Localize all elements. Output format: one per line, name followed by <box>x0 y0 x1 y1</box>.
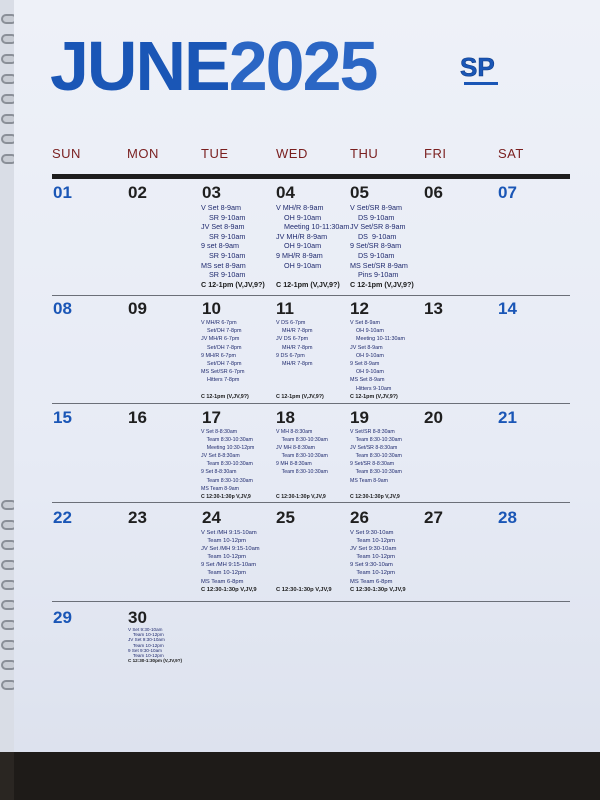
event-line: C 12:30-1:30pm (V,JV,9?) <box>128 658 183 664</box>
event-line: 9 Set 8-9am <box>350 361 380 368</box>
header-divider <box>52 174 570 179</box>
event-line: OH 9-10am <box>350 369 384 376</box>
date-cell[interactable]: 13 <box>424 299 443 318</box>
week-divider <box>52 295 570 296</box>
event-line: OH 9-10am <box>350 352 384 359</box>
date-cell[interactable]: 22 <box>53 508 72 527</box>
date-cell[interactable]: 06 <box>424 183 443 202</box>
event-line: 9 MH/R 6-7pm <box>201 352 237 359</box>
event-line <box>276 529 332 537</box>
date-cell[interactable]: 23 <box>128 508 147 527</box>
event-line: MS Set/SR 6-7pm <box>201 369 245 376</box>
event-line: C 12:30-1:30p V,JV,9 <box>350 493 400 500</box>
date-cell[interactable]: 30 <box>128 608 147 627</box>
date-cell[interactable]: 16 <box>128 408 147 427</box>
day-events <box>128 627 182 663</box>
week-divider <box>52 403 570 404</box>
event-line: Team 10-12pm <box>128 642 164 648</box>
date-cell[interactable]: 15 <box>53 408 72 427</box>
date-cell[interactable]: 09 <box>128 299 147 318</box>
event-line: OH 9-10am <box>276 260 322 270</box>
event-line: SR 9-10am <box>201 212 246 222</box>
event-line: Meeting 10-11:30am <box>276 222 350 232</box>
event-line: Set/OH 7-8pm <box>201 361 242 368</box>
event-line: V Set /MH 9:15-10am <box>201 530 257 536</box>
date-cell[interactable]: 05 <box>350 183 369 202</box>
event-line: C 12-1pm (V,JV,9?) <box>276 279 340 289</box>
logo-lettering: SP <box>460 52 495 82</box>
event-line: C 12:30-1:30p V,JV,9 <box>201 586 257 593</box>
day-events <box>276 203 349 289</box>
event-line <box>276 376 324 384</box>
day-events <box>350 529 406 594</box>
event-line: Team 8:30-10:30am <box>201 461 253 468</box>
event-line: Team 10-12pm <box>201 570 247 577</box>
event-line: Team 8:30-10:30am <box>276 469 328 476</box>
event-line <box>276 537 332 545</box>
event-line: Team 8:30-10:30am <box>276 453 328 460</box>
day-events <box>350 203 414 289</box>
event-line: C 12-1pm (V,JV,9?) <box>350 279 414 289</box>
date-cell[interactable]: 18 <box>276 408 295 427</box>
event-line: JV Set 8-9am <box>201 222 245 232</box>
date-cell[interactable]: 12 <box>350 299 369 318</box>
event-line: Set/OH 7-8pm <box>201 344 242 351</box>
event-line <box>276 545 332 553</box>
date-cell[interactable]: 26 <box>350 508 369 527</box>
event-line <box>276 368 324 376</box>
event-line: JV Set/SR 8-9am <box>350 222 406 232</box>
date-cell[interactable]: 03 <box>202 183 221 202</box>
event-line: V Set 8-9am <box>201 203 241 212</box>
event-line: Team 10-12pm <box>350 538 396 545</box>
event-line <box>276 485 328 493</box>
event-line: 9 Set/SR 8-9am <box>350 241 402 251</box>
event-line: Team 8:30-10:30am <box>201 437 253 444</box>
event-line: Team 10-12pm <box>201 554 247 561</box>
event-line: V Set 9:30-10am <box>128 627 163 632</box>
week-divider <box>52 502 570 503</box>
school-logo-icon <box>458 46 504 92</box>
date-cell[interactable]: 17 <box>202 408 221 427</box>
event-line: JV Set 9:30-10am <box>128 637 165 643</box>
event-line <box>276 578 332 586</box>
date-cell[interactable]: 27 <box>424 508 443 527</box>
weekday-sun: SUN <box>52 146 81 161</box>
event-line: 9 Set 8-8:30am <box>201 469 237 476</box>
spiral-binding <box>0 0 14 752</box>
event-line: MS set 8-9am <box>201 260 246 270</box>
day-events <box>201 319 249 401</box>
event-line: OH 9-10am <box>276 241 322 251</box>
event-line: Team 8:30-10:30am <box>350 437 402 444</box>
date-cell[interactable]: 02 <box>128 183 147 202</box>
date-cell[interactable]: 28 <box>498 508 517 527</box>
event-line: V Set 8-9am <box>350 320 380 326</box>
event-line: C 12:30-1:30p V,JV,9 <box>350 586 406 593</box>
event-line <box>276 477 328 485</box>
event-line: Meeting 10-11:30am <box>350 336 406 343</box>
date-cell[interactable]: 20 <box>424 408 443 427</box>
weekday-thu: THU <box>350 146 379 161</box>
event-line: V Set 8-8:30am <box>201 429 238 435</box>
weekday-tue: TUE <box>201 146 229 161</box>
event-line: JV DS 6-7pm <box>276 336 309 343</box>
event-line: MS Team 8-9am <box>201 485 239 492</box>
event-line: V MH/R 6-7pm <box>201 320 237 326</box>
event-line: 9 Set 9:30-10am <box>128 647 162 653</box>
event-line: V DS 6-7pm <box>276 320 306 326</box>
day-events <box>276 428 328 501</box>
event-line: C 12-1pm (V,JV,9?) <box>201 393 249 400</box>
event-line <box>201 385 249 393</box>
event-line <box>276 569 332 577</box>
event-line: 9 Set /MH 9:15-10am <box>201 562 257 569</box>
weekday-sat: SAT <box>498 146 524 161</box>
event-line: Meeting 10:30-12pm <box>201 445 255 452</box>
event-line: MH/R 7-8pm <box>276 361 313 368</box>
event-line: OH 9-10am <box>350 328 384 335</box>
week-divider <box>52 601 570 602</box>
event-line: DS 9-10am <box>350 250 395 260</box>
event-line: 9 Set/SR 8-8:30am <box>350 461 395 468</box>
event-line: C 12:30-1:30p V,JV,9 <box>201 493 251 500</box>
event-line: MS Set/SR 8-9am <box>350 260 408 270</box>
event-line: Team 8:30-10:30am <box>350 469 402 476</box>
event-line: DS 9-10am <box>350 212 395 222</box>
table-surface <box>14 752 600 800</box>
date-cell[interactable]: 14 <box>498 299 517 318</box>
event-line: 9 MH 8-8:30am <box>276 461 312 468</box>
event-line: V Set 9:30-10am <box>350 530 394 536</box>
event-line: 9 Set 9:30-10am <box>350 562 393 569</box>
event-line: JV Set /MH 9:15-10am <box>201 546 260 553</box>
day-events <box>201 203 265 289</box>
event-line: V Set/SR 8-9am <box>350 203 402 212</box>
weekday-fri: FRI <box>424 146 447 161</box>
event-line <box>276 561 332 569</box>
event-line <box>276 385 324 393</box>
day-events <box>276 529 332 594</box>
event-line: JV MH 8-8:30am <box>276 445 315 452</box>
event-line: V MH/R 8-9am <box>276 203 324 212</box>
day-events <box>276 319 324 401</box>
event-line: MS Team 6-8pm <box>350 578 393 585</box>
month-title: JUNE <box>50 27 229 105</box>
event-line: JV Set/SR 8-8:30am <box>350 445 398 452</box>
page-title <box>50 26 376 106</box>
event-line: Hitters 7-8pm <box>201 377 240 384</box>
day-events <box>201 529 260 594</box>
event-line: MS Team 6-8pm <box>201 578 244 585</box>
event-line: JV MH/R 6-7pm <box>201 336 240 343</box>
event-line: DS 9-10am <box>350 231 397 241</box>
day-events <box>350 428 402 501</box>
event-line: MH/R 7-8pm <box>276 328 313 335</box>
date-cell[interactable]: 19 <box>350 408 369 427</box>
event-line: Team 10-12pm <box>128 653 164 659</box>
event-line: C 12-1pm (V,JV,9?) <box>201 279 265 289</box>
event-line: Team 10-12pm <box>201 538 247 545</box>
event-line: Set/OH 7-8pm <box>201 328 242 335</box>
event-line: Team 8:30-10:30am <box>350 453 402 460</box>
event-line: OH 9-10am <box>276 212 322 222</box>
event-line <box>276 270 349 280</box>
event-line: Team 10-12pm <box>350 570 396 577</box>
date-cell[interactable]: 07 <box>498 183 517 202</box>
event-line: Team 8:30-10:30am <box>201 477 253 484</box>
date-cell[interactable]: 21 <box>498 408 517 427</box>
date-cell[interactable]: 25 <box>276 508 295 527</box>
day-events <box>201 428 254 501</box>
event-line: C 12-1pm (V,JV,9?) <box>276 393 324 400</box>
event-line: Hitters 9-10am <box>350 385 392 392</box>
event-line <box>350 485 402 493</box>
event-line: Pins 9-10am <box>350 270 399 280</box>
event-line: C 12-1pm (V,JV,9?) <box>350 393 398 400</box>
weekday-wed: WED <box>276 146 308 161</box>
event-line: C 12:30-1:30p V,JV,9 <box>276 493 326 500</box>
event-line: Team 10-12pm <box>128 632 164 638</box>
date-cell[interactable]: 11 <box>276 299 294 318</box>
weekday-mon: MON <box>127 146 159 161</box>
event-line: Team 8:30-10:30am <box>276 437 328 444</box>
event-line: V MH 8-8:30am <box>276 429 313 435</box>
event-line: MS Set 8-9am <box>350 377 385 384</box>
event-line: SR 9-10am <box>201 231 246 241</box>
event-line <box>276 553 332 561</box>
event-line: Team 10-12pm <box>350 554 396 561</box>
event-line: SR 9-10am <box>201 250 246 260</box>
date-cell[interactable]: 01 <box>53 183 72 202</box>
event-line: SR 9-10am <box>201 270 246 280</box>
event-line: JV Set 8-8:30am <box>201 453 240 460</box>
event-line: MS Team 8-9am <box>350 477 388 484</box>
date-cell[interactable]: 24 <box>202 508 221 527</box>
event-line: V Set/SR 8-8:30am <box>350 429 395 435</box>
date-cell[interactable]: 10 <box>202 299 221 318</box>
event-line: JV MH/R 8-9am <box>276 231 328 241</box>
day-events <box>350 319 405 401</box>
event-line: 9 DS 6-7pm <box>276 352 305 359</box>
event-line: C 12:30-1:30p V,JV,9 <box>276 586 332 593</box>
event-line: MH/R 7-8pm <box>276 344 313 351</box>
date-cell[interactable]: 04 <box>276 183 295 202</box>
event-line: JV Set 9:30-10am <box>350 546 397 553</box>
event-line: 9 MH/R 8-9am <box>276 250 323 260</box>
event-line: JV Set 8-9am <box>350 344 383 351</box>
date-cell[interactable]: 08 <box>53 299 72 318</box>
date-cell[interactable]: 29 <box>53 608 72 627</box>
year-title: 2025 <box>228 27 377 105</box>
event-line: 9 set 8-9am <box>201 241 239 251</box>
